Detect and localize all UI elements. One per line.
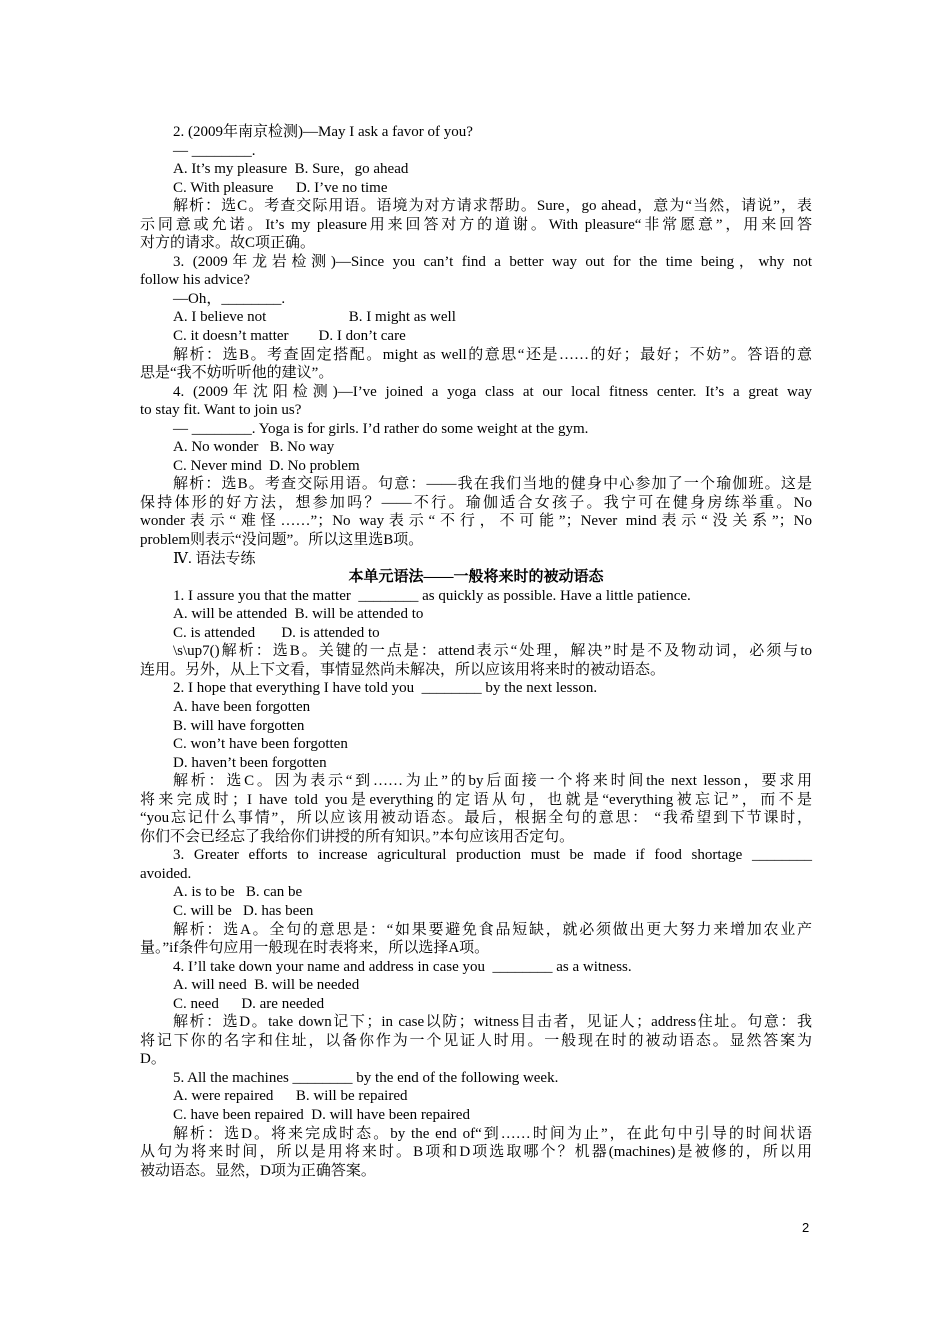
text-line: 对方的请求。故C项正确。 — [140, 235, 316, 252]
text-line: B. will have forgotten — [173, 717, 305, 734]
text-line: A. will be attended B. will be attended to — [173, 606, 424, 623]
text-line: 解析：选D。将来完成时态。by the end of“到……时间为止”，在此句中引导的时间状语 — [173, 1125, 812, 1142]
text-line: A. will need B. will be needed — [173, 977, 360, 994]
text-line: 将记下你的名字和住址，以备你作为一个见证人时用。一般现在时的被动语态。显然答案为 — [140, 1032, 812, 1049]
text-line: C. it doesn’t matter D. I don’t care — [173, 328, 406, 345]
text-line: 思是“我不妨听听他的建议”。 — [140, 365, 334, 382]
text-line: wonder表示“难怪……”；No way表示“不行，不可能”；Never mind表示“没关系”；No — [140, 513, 812, 530]
text-line: 你们不会已经忘了我给你们讲授的所有知识。”本句应该用否定句。 — [140, 828, 575, 845]
text-line: to stay fit. Want to join us? — [140, 402, 302, 419]
text-line: 1. I assure you that the matter ________ as quickly as possible. Have a little patience. — [173, 587, 691, 604]
text-line: 5. All the machines ________ by the end of the following week. — [173, 1069, 559, 1086]
text-line: 解析：选B。考查固定搭配。might as well的意思“还是……的好；最好；不妨”。答语的意 — [173, 346, 812, 363]
text-line: 4. (2009年沈阳检测)—I’ve joined a yoga class at our local fitness center. It’s a great way — [173, 383, 812, 400]
text-line: 本单元语法——一般将来时的被动语态 — [348, 569, 604, 586]
text-line: A. have been forgotten — [173, 698, 311, 715]
text-line: 被动语态。显然，D项为正确答案。 — [140, 1162, 376, 1179]
text-line: C. Never mind D. No problem — [173, 457, 360, 474]
text-line: 解析：选C。因为表示“到……为止”的by后面接一个将来时间the next lesson，要求用 — [173, 773, 812, 790]
text-line: 解析：选C。考查交际用语。语境为对方请求帮助。Sure，go ahead，意为“当然，请说”，表 — [173, 198, 812, 215]
text-line: — ________. Yoga is for girls. I’d rather do some weight at the gym. — [173, 420, 589, 437]
text-line: 4. I’ll take down your name and address in case you ________ as a witness. — [173, 958, 632, 975]
text-line: 解析：选B。考查交际用语。句意：——我在我们当地的健身中心参加了一个瑜伽班。这是 — [173, 476, 812, 493]
text-line: 量。”if条件句应用一般现在时表将来，所以选择A项。 — [140, 940, 490, 957]
text-line: Ⅳ. 语法专练 — [173, 550, 256, 567]
text-line: A. No wonder B. No way — [173, 439, 335, 456]
text-line: C. won’t have been forgotten — [173, 736, 348, 753]
page-number: 2 — [802, 1220, 810, 1235]
text-line: C. With pleasure D. I’ve no time — [173, 179, 388, 196]
text-line: avoided. — [140, 865, 192, 882]
text-line: A. were repaired B. will be repaired — [173, 1088, 408, 1105]
text-line: follow his advice? — [140, 272, 250, 289]
text-line: 2. (2009年南京检测)—May I ask a favor of you? — [173, 124, 473, 140]
text-line: 从句为将来时间，所以是用将来时。B项和D项选取哪个？机器(machines)是被修的，所以用 — [140, 1144, 812, 1161]
text-line: problem则表示“没问题”。所以这里选B项。 — [140, 532, 424, 549]
document-body — [140, 123, 812, 1180]
text-line: 保持体形的好方法，想参加吗？——不行。瑜伽适合女孩子。我宁可在健身房练举重。No — [140, 494, 812, 511]
text-line: C. have been repaired D. will have been repaired — [173, 1106, 470, 1123]
text-line: A. It’s my pleasure B. Sure，go ahead — [173, 161, 409, 178]
text-line: 3. (2009年龙岩检测)—Since you can’t find a better way out for the time being，why not — [173, 253, 812, 270]
text-line: — ________. — [173, 142, 256, 159]
text-line: “you忘记什么事情”，所以应该用被动语态。最后，根据全句的意思： “我希望到下节课时， — [140, 810, 812, 827]
text-line: D。 — [140, 1051, 166, 1068]
text-line: 连用。另外，从上下文看，事情显然尚未解决，所以应该用将来时的被动语态。 — [140, 661, 666, 678]
text-line: C. is attended D. is attended to — [173, 624, 380, 641]
text-line: —Oh，________. — [173, 290, 286, 307]
text-line: 2. I hope that everything I have told you ________ by the next lesson. — [173, 680, 598, 697]
text-line: C. need D. are needed — [173, 995, 325, 1012]
text-line: A. is to be B. can be — [173, 884, 303, 901]
text-line: 示同意或允诺。It’s my pleasure用来回答对方的道谢。With pleasure“非常愿意”，用来回答 — [140, 216, 812, 233]
text-line: 将来完成时；I have told you是everything的定语从句，也就是“everything被忘记”，而不是 — [140, 791, 812, 808]
text-line: 解析：选A。全句的意思是：“如果要避免食品短缺，就必须做出更大努力来增加农业产 — [173, 921, 812, 938]
text-line: 3. Greater efforts to increase agricultural production must be made if food shortage ________ — [173, 847, 812, 864]
text-line: C. will be D. has been — [173, 902, 314, 919]
text-line: \s\up7()解析：选B。关键的一点是：attend表示“处理，解决”时是不及物动词，必须与to — [173, 643, 812, 660]
text-line: D. haven’t been forgotten — [173, 754, 327, 771]
text-line: 解析：选D。take down记下；in case以防；witness目击者，见证人；address住址。句意：我 — [173, 1014, 812, 1031]
text-line: A. I believe not B. I might as well — [173, 309, 456, 326]
